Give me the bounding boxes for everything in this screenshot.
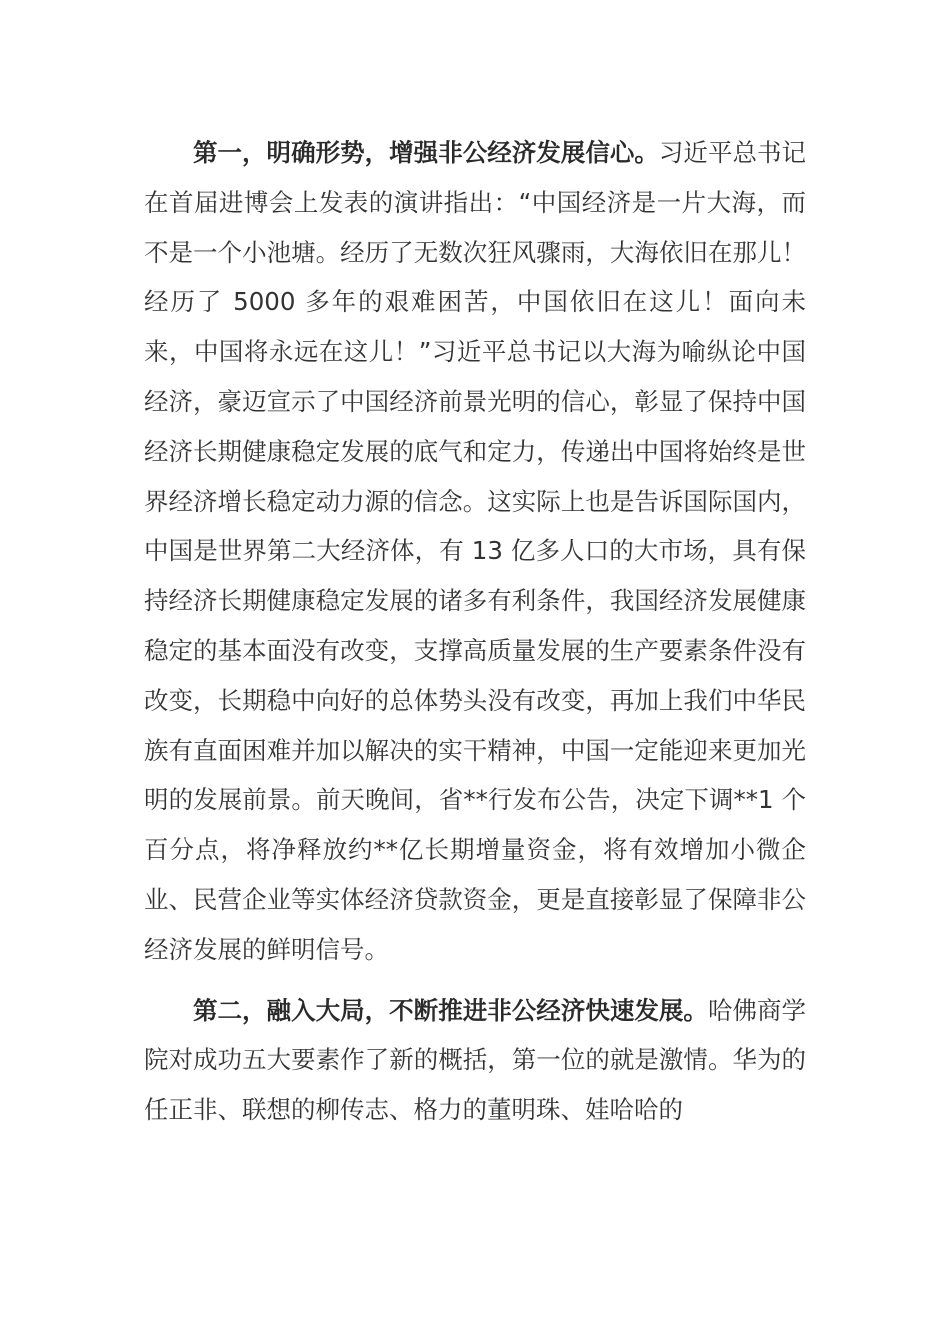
paragraph-2-text: 哈佛商学院对成功五大要素作了新的概括，第一位的就是激情。华为的任正非、联想的柳传志、格力的董明珠、娃哈哈的: [144, 995, 806, 1125]
paragraph-2-heading: 第二，融入大局，不断推进非公经济快速发展。: [193, 995, 708, 1025]
paragraph-1-text: 习近平总书记在首届进博会上发表的演讲指出：“中国经济是一片大海，而不是一个小池塘。经历了无数次狂风骤雨，大海依旧在那儿！经历了 5000 多年的艰难困苦，中国依旧在这儿！面向未来，中国将永远在这儿！”习近平总书记以大海为喻纵论中国经济，豪迈宣示了中国经济前景光明的信心，彰显了保持中国经济长期健康稳定发展的底气和定力，传递出中国将始终是世界经济增长稳定动力源的信念。这实际上也是告诉国际国内，中国是世界第二大经济体，有 13 亿多人口的大市场，具有保持经济长期健康稳定发展的诸多有利条件，我国经济发展健康稳定的基本面没有改变，支撑高质量发展的生产要素条件没有改变，长期稳中向好的总体势头没有改变，再加上我们中华民族有直面困难并加以解决的实干精神，中国一定能迎来更加光明的发展前景。前天晚间，省**行发布公告，决定下调**1 个百分点，将净释放约**亿长期增量资金，将有效增加小微企业、民营企业等实体经济贷款资金，更是直接彰显了保障非公经济发展的鲜明信号。: [144, 138, 807, 964]
paragraph-1-heading: 第一，明确形势，增强非公经济发展信心。: [193, 138, 659, 167]
paragraph-1: [144, 128, 806, 975]
paragraph-2: [144, 986, 806, 1135]
document-body: [144, 128, 806, 1135]
